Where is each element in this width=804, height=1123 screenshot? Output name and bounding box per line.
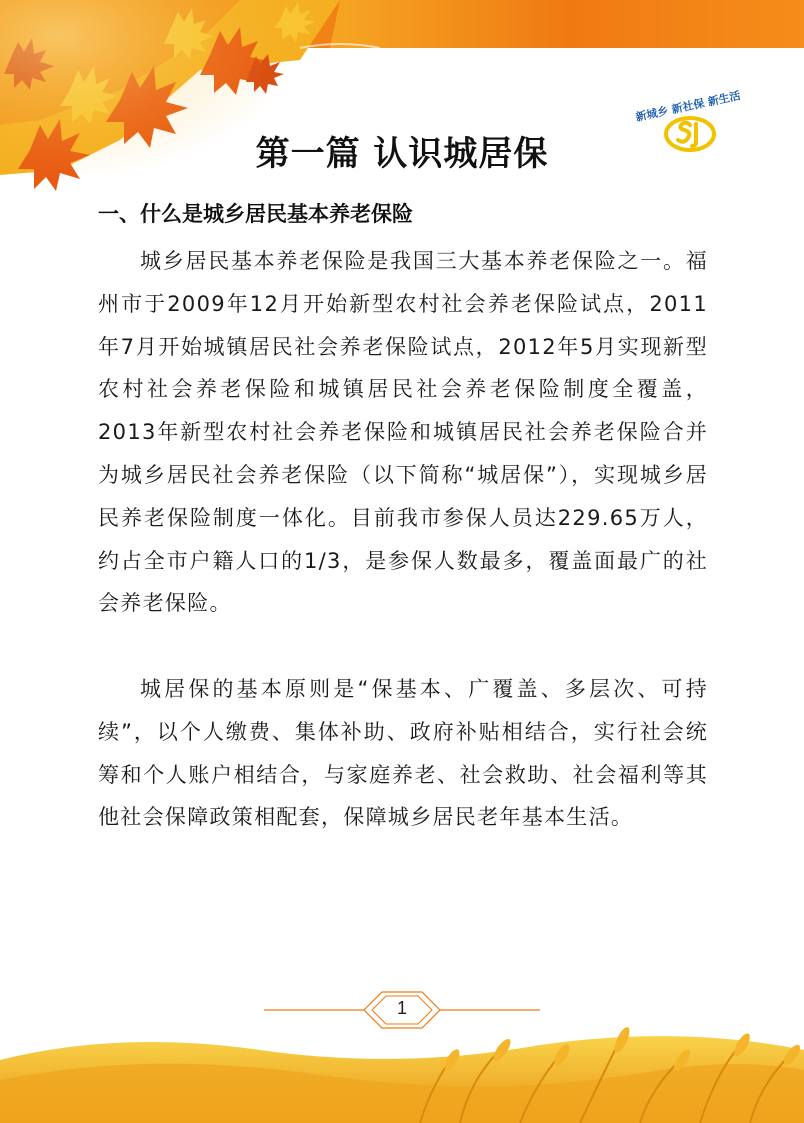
page-title: 第一篇 认识城居保	[255, 134, 549, 174]
section-heading: 一、什么是城乡居民基本养老保险	[98, 202, 413, 226]
golden-wheat-field-icon	[0, 1020, 804, 1123]
body-paragraph: 城居保的基本原则是“保基本、广覆盖、多层次、可持续”，以个人缴费、集体补助、政府补贴相结合，实行社会统筹和个人账户相结合，与家庭养老、社会救助、社会福利等其他社会保障政策相配套，保障城乡居民老年基本生活。	[98, 677, 708, 830]
page-number: 1	[396, 998, 407, 1018]
logo-slogan: 新城乡 新社保 新生活	[634, 89, 742, 124]
body-paragraph: 城乡居民基本养老保险是我国三大基本养老保险之一。福州市于2009年12月开始新型农村社会养老保险试点，2011年7月开始城镇居民社会养老保险试点，2012年5月实现新型农村社会养老保险和城镇居民社会养老保险制度全覆盖，2013年新型农村社会养老保险和城镇居民社会养老保险合并为城乡居民社会养老保险（以下简称“城居保”），实现城乡居民养老保险制度一体化。目前我市参保人员达229.65万人，约占全市户籍人口的1/3，是参保人数最多，覆盖面最广的社会养老保险。	[98, 249, 708, 616]
